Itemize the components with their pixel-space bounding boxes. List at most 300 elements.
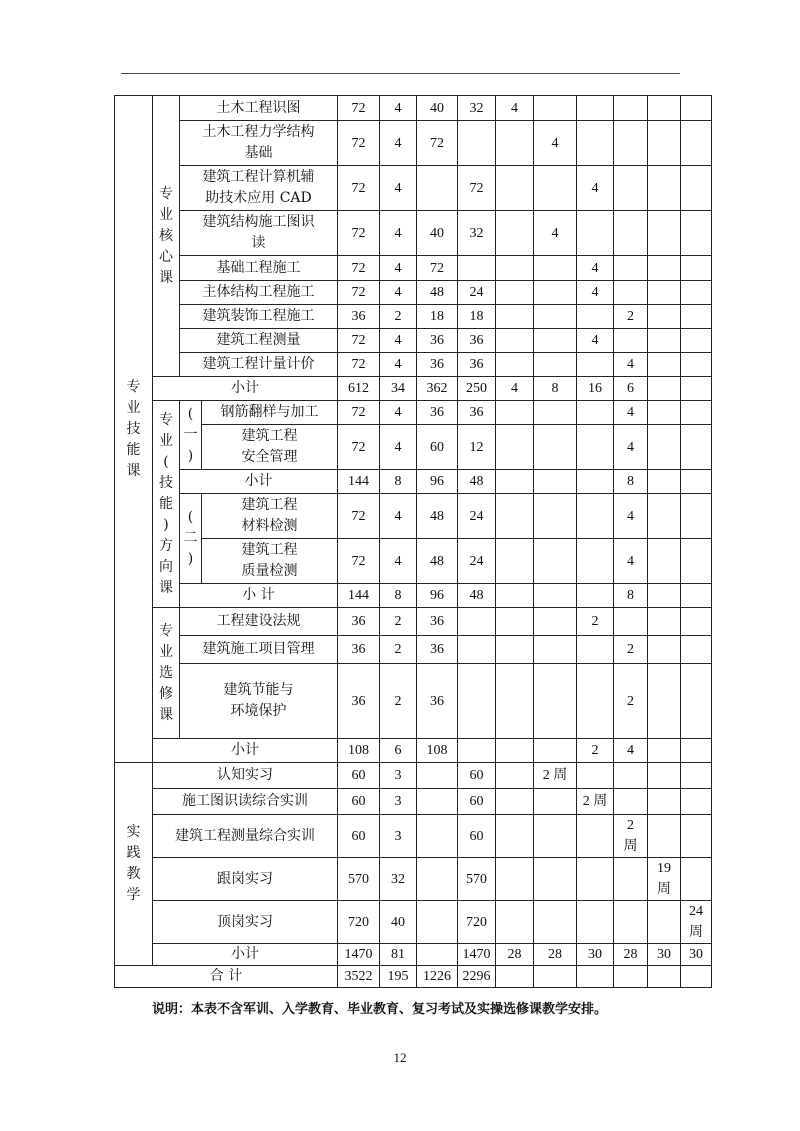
credit-cell: 4 [380, 121, 417, 166]
table-row [115, 353, 712, 377]
practice-hours-cell: 18 [458, 305, 496, 329]
total-hours-cell: 612 [338, 377, 380, 401]
table-row [115, 789, 712, 815]
theory-hours-cell: 96 [417, 584, 458, 608]
semester-2-cell [534, 305, 577, 329]
semester-6-cell: 24 周 [681, 901, 712, 944]
total-hours-cell: 72 [338, 425, 380, 470]
total-hours-cell: 72 [338, 353, 380, 377]
semester-4-cell [614, 211, 648, 256]
theory-hours-cell [417, 789, 458, 815]
practice-hours-cell [458, 256, 496, 281]
credit-cell: 4 [380, 329, 417, 353]
table-row [115, 256, 712, 281]
category-practice-teaching: 实 践 教 学 [115, 763, 153, 966]
table-row [115, 281, 712, 305]
semester-5-cell [648, 584, 681, 608]
course-name: 土木工程力学结构 基础 [180, 121, 338, 166]
semester-3-cell [577, 425, 614, 470]
total-hours-cell: 144 [338, 584, 380, 608]
total-hours-cell: 60 [338, 763, 380, 789]
semester-5-cell [648, 256, 681, 281]
subtotal-label: 小计 [153, 377, 338, 401]
semester-5-cell [648, 763, 681, 789]
practice-hours-cell: 1470 [458, 944, 496, 966]
semester-5-cell [648, 401, 681, 425]
semester-2-cell [534, 664, 577, 739]
total-hours-cell: 36 [338, 664, 380, 739]
total-hours-cell: 72 [338, 211, 380, 256]
total-hours-cell: 72 [338, 166, 380, 211]
semester-5-cell [648, 608, 681, 636]
semester-4-cell: 8 [614, 584, 648, 608]
semester-2-cell [534, 539, 577, 584]
semester-4-cell: 2 [614, 664, 648, 739]
semester-6-cell [681, 815, 712, 858]
category-core-courses: 专 业 核 心 课 [153, 96, 180, 377]
semester-3-cell [577, 539, 614, 584]
semester-3-cell: 2 周 [577, 789, 614, 815]
course-name: 施工图识读综合实训 [153, 789, 338, 815]
semester-1-cell [496, 121, 534, 166]
table-row [115, 166, 712, 211]
semester-1-cell [496, 166, 534, 211]
table-row [115, 211, 712, 256]
practice-hours-cell [458, 739, 496, 763]
semester-4-cell: 2 周 [614, 815, 648, 858]
theory-hours-cell [417, 944, 458, 966]
semester-4-cell: 4 [614, 425, 648, 470]
practice-hours-cell: 2296 [458, 966, 496, 988]
total-hours-cell: 108 [338, 739, 380, 763]
practice-hours-cell [458, 636, 496, 664]
credit-cell: 4 [380, 353, 417, 377]
subtotal-label: 小计 [153, 739, 338, 763]
course-name: 认知实习 [153, 763, 338, 789]
course-name: 建筑工程测量综合实训 [153, 815, 338, 858]
theory-hours-cell: 36 [417, 664, 458, 739]
semester-6-cell [681, 353, 712, 377]
course-name: 建筑工程计量计价 [180, 353, 338, 377]
semester-4-cell [614, 166, 648, 211]
practice-hours-cell: 24 [458, 539, 496, 584]
direction-2-marker: ( 二 ) [180, 494, 202, 584]
semester-2-cell [534, 470, 577, 494]
category-skill-courses: 专 业 技 能 课 [115, 96, 153, 763]
semester-6-cell [681, 470, 712, 494]
footnote: 说明：本表不含军训、入学教育、毕业教育、复习考试及实操选修课教学安排。 [152, 1002, 608, 1017]
semester-1-cell: 4 [496, 96, 534, 121]
semester-5-cell [648, 664, 681, 739]
total-hours-cell: 72 [338, 329, 380, 353]
semester-3-cell [577, 494, 614, 539]
theory-hours-cell [417, 166, 458, 211]
course-name: 建筑工程 安全管理 [202, 425, 338, 470]
semester-5-cell [648, 329, 681, 353]
semester-2-cell [534, 739, 577, 763]
semester-2-cell [534, 256, 577, 281]
semester-6-cell [681, 425, 712, 470]
credit-cell: 32 [380, 858, 417, 901]
semester-4-cell [614, 966, 648, 988]
practice-hours-cell: 60 [458, 763, 496, 789]
theory-hours-cell: 1226 [417, 966, 458, 988]
semester-2-cell [534, 966, 577, 988]
total-hours-cell: 144 [338, 470, 380, 494]
table-row [115, 425, 712, 470]
semester-6-cell [681, 584, 712, 608]
credit-cell: 4 [380, 425, 417, 470]
semester-5-cell [648, 494, 681, 539]
theory-hours-cell [417, 763, 458, 789]
semester-3-cell [577, 901, 614, 944]
semester-1-cell: 4 [496, 377, 534, 401]
course-name: 建筑工程测量 [180, 329, 338, 353]
semester-6-cell [681, 539, 712, 584]
semester-5-cell [648, 739, 681, 763]
theory-hours-cell [417, 815, 458, 858]
table-row [115, 858, 712, 901]
total-hours-cell: 570 [338, 858, 380, 901]
theory-hours-cell: 72 [417, 256, 458, 281]
semester-6-cell [681, 281, 712, 305]
grand-total-row [115, 966, 712, 988]
semester-6-cell [681, 494, 712, 539]
course-name: 建筑工程计算机辅 助技术应用 CAD [180, 166, 338, 211]
subtotal-row [115, 470, 712, 494]
semester-2-cell: 2 周 [534, 763, 577, 789]
semester-6-cell [681, 763, 712, 789]
subtotal-row [115, 944, 712, 966]
semester-6-cell [681, 96, 712, 121]
practice-hours-cell: 720 [458, 901, 496, 944]
theory-hours-cell: 40 [417, 96, 458, 121]
theory-hours-cell: 108 [417, 739, 458, 763]
semester-6-cell [681, 211, 712, 256]
semester-5-cell [648, 353, 681, 377]
semester-4-cell: 28 [614, 944, 648, 966]
semester-6-cell [681, 166, 712, 211]
practice-hours-cell: 570 [458, 858, 496, 901]
course-name: 土木工程识图 [180, 96, 338, 121]
course-name: 建筑装饰工程施工 [180, 305, 338, 329]
semester-3-cell: 4 [577, 281, 614, 305]
practice-hours-cell: 250 [458, 377, 496, 401]
semester-2-cell: 4 [534, 121, 577, 166]
theory-hours-cell: 36 [417, 401, 458, 425]
practice-hours-cell: 24 [458, 494, 496, 539]
semester-1-cell [496, 256, 534, 281]
semester-3-cell [577, 584, 614, 608]
semester-4-cell [614, 608, 648, 636]
credit-cell: 8 [380, 584, 417, 608]
semester-4-cell [614, 121, 648, 166]
semester-3-cell [577, 470, 614, 494]
semester-3-cell [577, 815, 614, 858]
semester-6-cell [681, 256, 712, 281]
direction-1-marker: ( 一 ) [180, 401, 202, 470]
credit-cell: 4 [380, 494, 417, 539]
semester-6-cell [681, 858, 712, 901]
semester-2-cell [534, 584, 577, 608]
semester-2-cell [534, 494, 577, 539]
subtotal-label: 小计 [180, 470, 338, 494]
semester-6-cell [681, 739, 712, 763]
semester-2-cell [534, 401, 577, 425]
semester-4-cell [614, 901, 648, 944]
semester-1-cell [496, 815, 534, 858]
semester-4-cell [614, 256, 648, 281]
semester-3-cell: 4 [577, 256, 614, 281]
subtotal-row [115, 377, 712, 401]
credit-cell: 2 [380, 305, 417, 329]
semester-2-cell [534, 636, 577, 664]
semester-2-cell: 28 [534, 944, 577, 966]
semester-5-cell [648, 966, 681, 988]
semester-1-cell [496, 664, 534, 739]
credit-cell: 195 [380, 966, 417, 988]
semester-6-cell [681, 377, 712, 401]
semester-1-cell [496, 966, 534, 988]
semester-6-cell [681, 329, 712, 353]
semester-2-cell [534, 815, 577, 858]
total-hours-cell: 72 [338, 121, 380, 166]
total-hours-cell: 36 [338, 636, 380, 664]
semester-4-cell [614, 789, 648, 815]
credit-cell: 3 [380, 763, 417, 789]
subtotal-row [115, 739, 712, 763]
semester-2-cell [534, 789, 577, 815]
total-hours-cell: 72 [338, 401, 380, 425]
category-direction-courses: 专 业 ( 技 能 ) 方 向 课 [153, 401, 180, 608]
table-row [115, 494, 712, 539]
subtotal-row [115, 584, 712, 608]
theory-hours-cell: 48 [417, 494, 458, 539]
practice-hours-cell: 48 [458, 470, 496, 494]
semester-5-cell [648, 96, 681, 121]
semester-4-cell: 2 [614, 305, 648, 329]
total-hours-cell: 60 [338, 789, 380, 815]
semester-2-cell [534, 425, 577, 470]
total-hours-cell: 72 [338, 256, 380, 281]
semester-3-cell: 4 [577, 329, 614, 353]
semester-3-cell [577, 305, 614, 329]
course-name: 跟岗实习 [153, 858, 338, 901]
total-hours-cell: 72 [338, 96, 380, 121]
practice-hours-cell: 24 [458, 281, 496, 305]
semester-1-cell [496, 211, 534, 256]
practice-hours-cell [458, 664, 496, 739]
semester-5-cell [648, 636, 681, 664]
semester-1-cell [496, 539, 534, 584]
course-name: 钢筋翻样与加工 [202, 401, 338, 425]
credit-cell: 3 [380, 789, 417, 815]
table-row [115, 763, 712, 789]
practice-hours-cell: 60 [458, 815, 496, 858]
semester-5-cell [648, 121, 681, 166]
semester-5-cell [648, 211, 681, 256]
theory-hours-cell: 36 [417, 329, 458, 353]
semester-1-cell [496, 739, 534, 763]
semester-6-cell [681, 789, 712, 815]
semester-4-cell: 6 [614, 377, 648, 401]
semester-1-cell [496, 636, 534, 664]
theory-hours-cell: 18 [417, 305, 458, 329]
semester-5-cell [648, 305, 681, 329]
semester-4-cell: 4 [614, 353, 648, 377]
semester-1-cell [496, 281, 534, 305]
category-elective-courses: 专 业 选 修 课 [153, 608, 180, 739]
practice-hours-cell: 36 [458, 329, 496, 353]
theory-hours-cell: 362 [417, 377, 458, 401]
semester-4-cell [614, 329, 648, 353]
semester-5-cell [648, 377, 681, 401]
theory-hours-cell: 72 [417, 121, 458, 166]
semester-6-cell [681, 664, 712, 739]
semester-5-cell [648, 901, 681, 944]
course-name: 工程建设法规 [180, 608, 338, 636]
semester-4-cell: 4 [614, 494, 648, 539]
semester-4-cell [614, 763, 648, 789]
total-hours-cell: 36 [338, 305, 380, 329]
practice-hours-cell: 36 [458, 353, 496, 377]
semester-5-cell: 30 [648, 944, 681, 966]
semester-3-cell: 30 [577, 944, 614, 966]
practice-hours-cell: 60 [458, 789, 496, 815]
table-row [115, 539, 712, 584]
semester-1-cell [496, 425, 534, 470]
semester-4-cell: 2 [614, 636, 648, 664]
table-row [115, 329, 712, 353]
practice-hours-cell [458, 608, 496, 636]
header-rule [121, 73, 680, 74]
semester-1-cell [496, 494, 534, 539]
semester-4-cell [614, 96, 648, 121]
theory-hours-cell: 40 [417, 211, 458, 256]
semester-1-cell [496, 329, 534, 353]
credit-cell: 6 [380, 739, 417, 763]
credit-cell: 4 [380, 281, 417, 305]
semester-6-cell [681, 608, 712, 636]
course-name: 基础工程施工 [180, 256, 338, 281]
table-row [115, 901, 712, 944]
theory-hours-cell: 48 [417, 539, 458, 584]
subtotal-label: 小计 [153, 944, 338, 966]
credit-cell: 4 [380, 96, 417, 121]
semester-2-cell: 4 [534, 211, 577, 256]
semester-6-cell [681, 305, 712, 329]
credit-cell: 4 [380, 166, 417, 211]
theory-hours-cell: 96 [417, 470, 458, 494]
semester-3-cell: 2 [577, 608, 614, 636]
table-row [115, 608, 712, 636]
table-row [115, 636, 712, 664]
total-hours-cell: 720 [338, 901, 380, 944]
total-hours-cell: 36 [338, 608, 380, 636]
semester-5-cell [648, 470, 681, 494]
table-row [115, 121, 712, 166]
table-row [115, 96, 712, 121]
semester-5-cell [648, 539, 681, 584]
semester-2-cell [534, 329, 577, 353]
semester-3-cell [577, 211, 614, 256]
semester-1-cell [496, 763, 534, 789]
semester-4-cell: 4 [614, 539, 648, 584]
course-name: 顶岗实习 [153, 901, 338, 944]
semester-5-cell: 19 周 [648, 858, 681, 901]
total-hours-cell: 1470 [338, 944, 380, 966]
semester-2-cell [534, 858, 577, 901]
semester-1-cell: 28 [496, 944, 534, 966]
credit-cell: 40 [380, 901, 417, 944]
semester-3-cell [577, 858, 614, 901]
semester-2-cell: 8 [534, 377, 577, 401]
semester-5-cell [648, 166, 681, 211]
semester-5-cell [648, 281, 681, 305]
course-name: 主体结构工程施工 [180, 281, 338, 305]
table-row [115, 305, 712, 329]
theory-hours-cell: 36 [417, 636, 458, 664]
table-row [115, 815, 712, 858]
table-row [115, 664, 712, 739]
semester-4-cell [614, 858, 648, 901]
semester-1-cell [496, 789, 534, 815]
semester-5-cell [648, 815, 681, 858]
semester-2-cell [534, 608, 577, 636]
grand-total-label: 合 计 [115, 966, 338, 988]
semester-4-cell: 4 [614, 739, 648, 763]
semester-2-cell [534, 281, 577, 305]
credit-cell: 8 [380, 470, 417, 494]
semester-3-cell [577, 664, 614, 739]
practice-hours-cell: 72 [458, 166, 496, 211]
semester-3-cell [577, 96, 614, 121]
semester-5-cell [648, 789, 681, 815]
semester-3-cell [577, 401, 614, 425]
semester-6-cell [681, 966, 712, 988]
credit-cell: 4 [380, 401, 417, 425]
course-name: 建筑节能与 环境保护 [180, 664, 338, 739]
theory-hours-cell: 60 [417, 425, 458, 470]
theory-hours-cell [417, 858, 458, 901]
semester-4-cell: 4 [614, 401, 648, 425]
theory-hours-cell [417, 901, 458, 944]
semester-1-cell [496, 584, 534, 608]
semester-3-cell [577, 121, 614, 166]
semester-3-cell: 4 [577, 166, 614, 211]
course-name: 建筑工程 质量检测 [202, 539, 338, 584]
semester-3-cell [577, 763, 614, 789]
course-name: 建筑施工项目管理 [180, 636, 338, 664]
curriculum-table [114, 95, 712, 988]
total-hours-cell: 60 [338, 815, 380, 858]
total-hours-cell: 72 [338, 539, 380, 584]
practice-hours-cell: 32 [458, 96, 496, 121]
credit-cell: 2 [380, 664, 417, 739]
semester-6-cell [681, 401, 712, 425]
theory-hours-cell: 36 [417, 608, 458, 636]
credit-cell: 3 [380, 815, 417, 858]
semester-1-cell [496, 901, 534, 944]
semester-2-cell [534, 96, 577, 121]
table-row [115, 401, 712, 425]
semester-2-cell [534, 901, 577, 944]
semester-3-cell [577, 353, 614, 377]
semester-6-cell: 30 [681, 944, 712, 966]
credit-cell: 4 [380, 256, 417, 281]
semester-1-cell [496, 401, 534, 425]
subtotal-label: 小 计 [180, 584, 338, 608]
